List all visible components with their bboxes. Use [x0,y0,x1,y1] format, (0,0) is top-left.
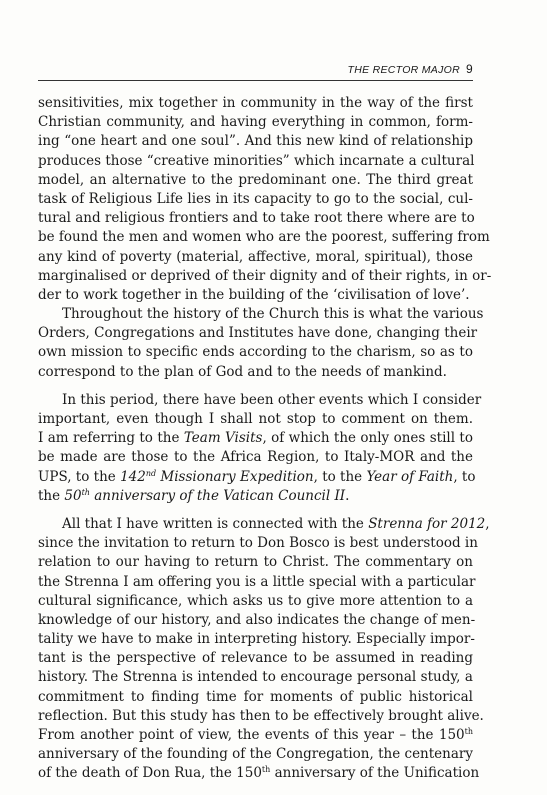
paragraph-1 [38,94,492,305]
italic-run: Year of Faith [366,468,454,485]
text-run: UPS, to the [38,468,121,485]
ordinal-suffix: th [261,765,271,775]
text-line: der to work together in the building of the ‘civilisation of love’. [38,286,470,303]
text-run: , to [453,468,476,485]
paragraph-2 [38,305,484,382]
text-line: since the invitation to return to Don Bosco is best understood in [38,535,478,552]
text-run: I am referring to the [38,430,184,447]
italic-run: Strenna for 2012 [368,515,486,532]
paragraph-gap [38,506,473,515]
text-line [38,515,490,534]
header-rule [38,80,473,81]
text-line: Throughout the history of the Church this is what the various [62,306,484,323]
text-run: anniversary of the Unification [270,765,480,782]
text-run: , of which the only ones still to [262,430,473,447]
body-text [38,94,492,784]
text-line: reflection. But this study has then to be effectively brought alive. [38,707,484,724]
italic-run: 50 [64,487,82,504]
ordinal-suffix: th [464,727,473,736]
paragraph-3 [38,391,482,506]
text-line: ing “one heart and one soul”. And this new kind of relationship [38,133,473,150]
text-line: knowledge of our history, and also indicates the change of men- [38,611,476,628]
text-line: be found the men and women who are the poorest, suffering from [38,229,490,246]
text-line: model, an alternative to the predominant one. The third great [38,171,473,188]
text-line: important, even though I shall not stop to comment on them. [38,411,473,427]
text-line: produces those “creative minorities” which incarnate a cultural [38,152,475,169]
italic-run: anniversary of the Vatican Council II [89,487,346,504]
paragraph-4 [38,515,490,784]
text-line: In this period, there have been other events which I consider [62,391,482,408]
text-line [38,726,473,745]
text-line: cultural significance, which asks us to give more attention to a [38,592,473,609]
text-line: commitment to finding time for moments of public historical [38,688,473,705]
italic-run: Missionary Expedition [156,468,314,485]
paragraph-gap [38,382,473,391]
text-run: . [345,487,350,504]
text-run: of the death of Don Rua, the 150 [38,765,262,782]
text-line [38,429,473,448]
text-line: own mission to specific ends according to the charism, so as to [38,344,473,361]
text-line [38,764,480,783]
italic-run: Team Visits [183,430,263,447]
text-line: be made are those to the Africa Region, to Italy-MOR and the [38,449,473,466]
text-line: tant is the perspective of relevance to be assumed in reading [38,650,473,667]
ordinal-suffix: th [81,487,90,497]
text-line: sensitivities, mix together in community in the way of the first [38,95,473,111]
text-line [38,487,473,506]
text-line: task of Religious Life lies in its capacity to go to the social, cul- [38,190,473,207]
text-line: Christian community, and having everything in common, form- [38,114,473,131]
ordinal-suffix: nd [145,468,157,478]
running-header [38,62,473,76]
text-run: the [38,487,65,504]
text-line: relation to our having to return to Christ. The commentary on [38,554,473,571]
text-run: , to the [313,468,367,485]
text-line: correspond to the plan of God and to the needs of mankind. [38,363,447,380]
running-title: THE RECTOR MAJOR [347,64,461,76]
page-number: 9 [466,62,473,76]
text-line: tural and religious frontiers and to take root there where are to [38,210,475,227]
text-line: Orders, Congregations and Institutes have done, changing their [38,325,478,342]
text-run: From another point of view, the events of this year – the 150 [38,727,465,743]
text-run: , [485,515,490,532]
text-run: All that I have written is connected with the [62,515,369,532]
text-line: any kind of poverty (material, affective, moral, spiritual), those [38,248,473,265]
text-line: anniversary of the founding of the Congregation, the centenary [38,746,473,763]
italic-run: 142 [120,468,146,485]
text-line: tality we have to make in interpreting history. Especially impor- [38,631,475,648]
text-line: the Strenna I am offering you is a little special with a particular [38,573,476,590]
text-line [38,468,476,487]
text-line: history. The Strenna is intended to encourage personal study, a [38,669,473,686]
text-line: marginalised or deprived of their dignity and of their rights, in or- [38,267,492,284]
